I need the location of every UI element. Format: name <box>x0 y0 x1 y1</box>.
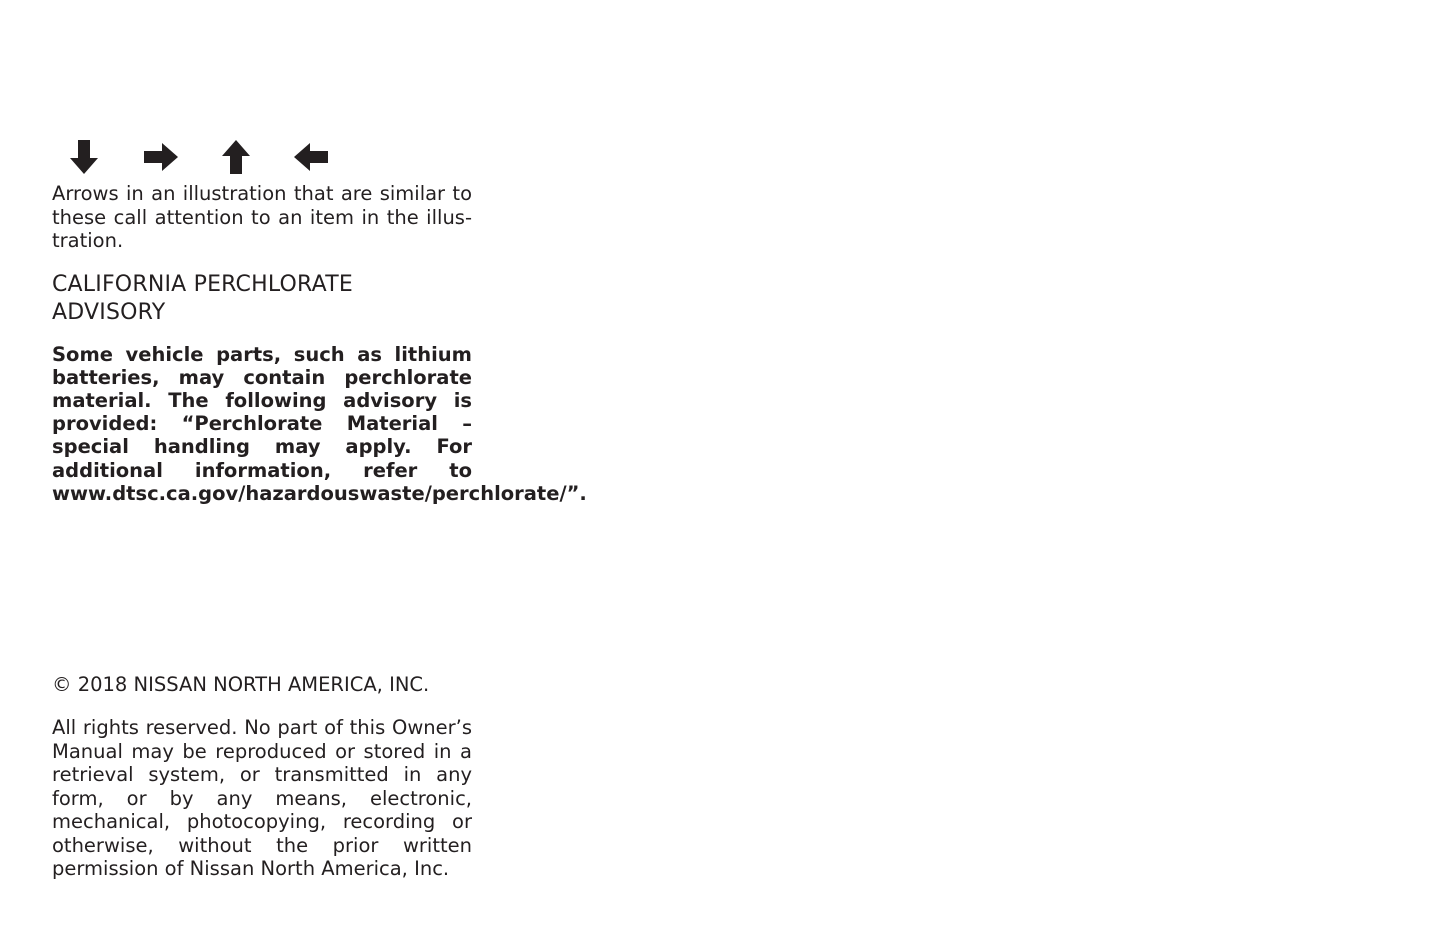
layout-spacer <box>52 523 472 673</box>
arrow-up-icon <box>217 138 255 176</box>
arrow-left-icon <box>292 138 330 176</box>
arrow-caption-text: Arrows in an illustration that are similar to these call attention to an item in the illus-tration. <box>52 182 472 252</box>
rights-reserved-text: All rights reserved. No part of this Owner’s Manual may be reproduced or stored in a retrieval system, or transmitted in any form, or by any means, electronic, mechanical, photocopying, recording or otherwise, without the prior written permission of Nissan North America, Inc. <box>52 716 472 881</box>
arrow-illustration-row <box>52 130 472 182</box>
perchlorate-advisory-text: Some vehicle parts, such as lithium batteries, may contain perchlorate material. The following advisory is provided: “Perchlorate Material – special handling may apply. For additional information, refer to www.dtsc.ca.gov/hazardouswaste/perchlorate/”. <box>52 342 587 505</box>
arrow-down-icon <box>65 138 103 176</box>
text-column <box>52 130 587 899</box>
copyright-line: © 2018 NISSAN NORTH AMERICA, INC. <box>52 672 430 696</box>
section-title-california-perchlorate-advisory: CALIFORNIA PERCHLORATE ADVISORY <box>52 271 353 325</box>
arrow-right-icon <box>142 138 180 176</box>
